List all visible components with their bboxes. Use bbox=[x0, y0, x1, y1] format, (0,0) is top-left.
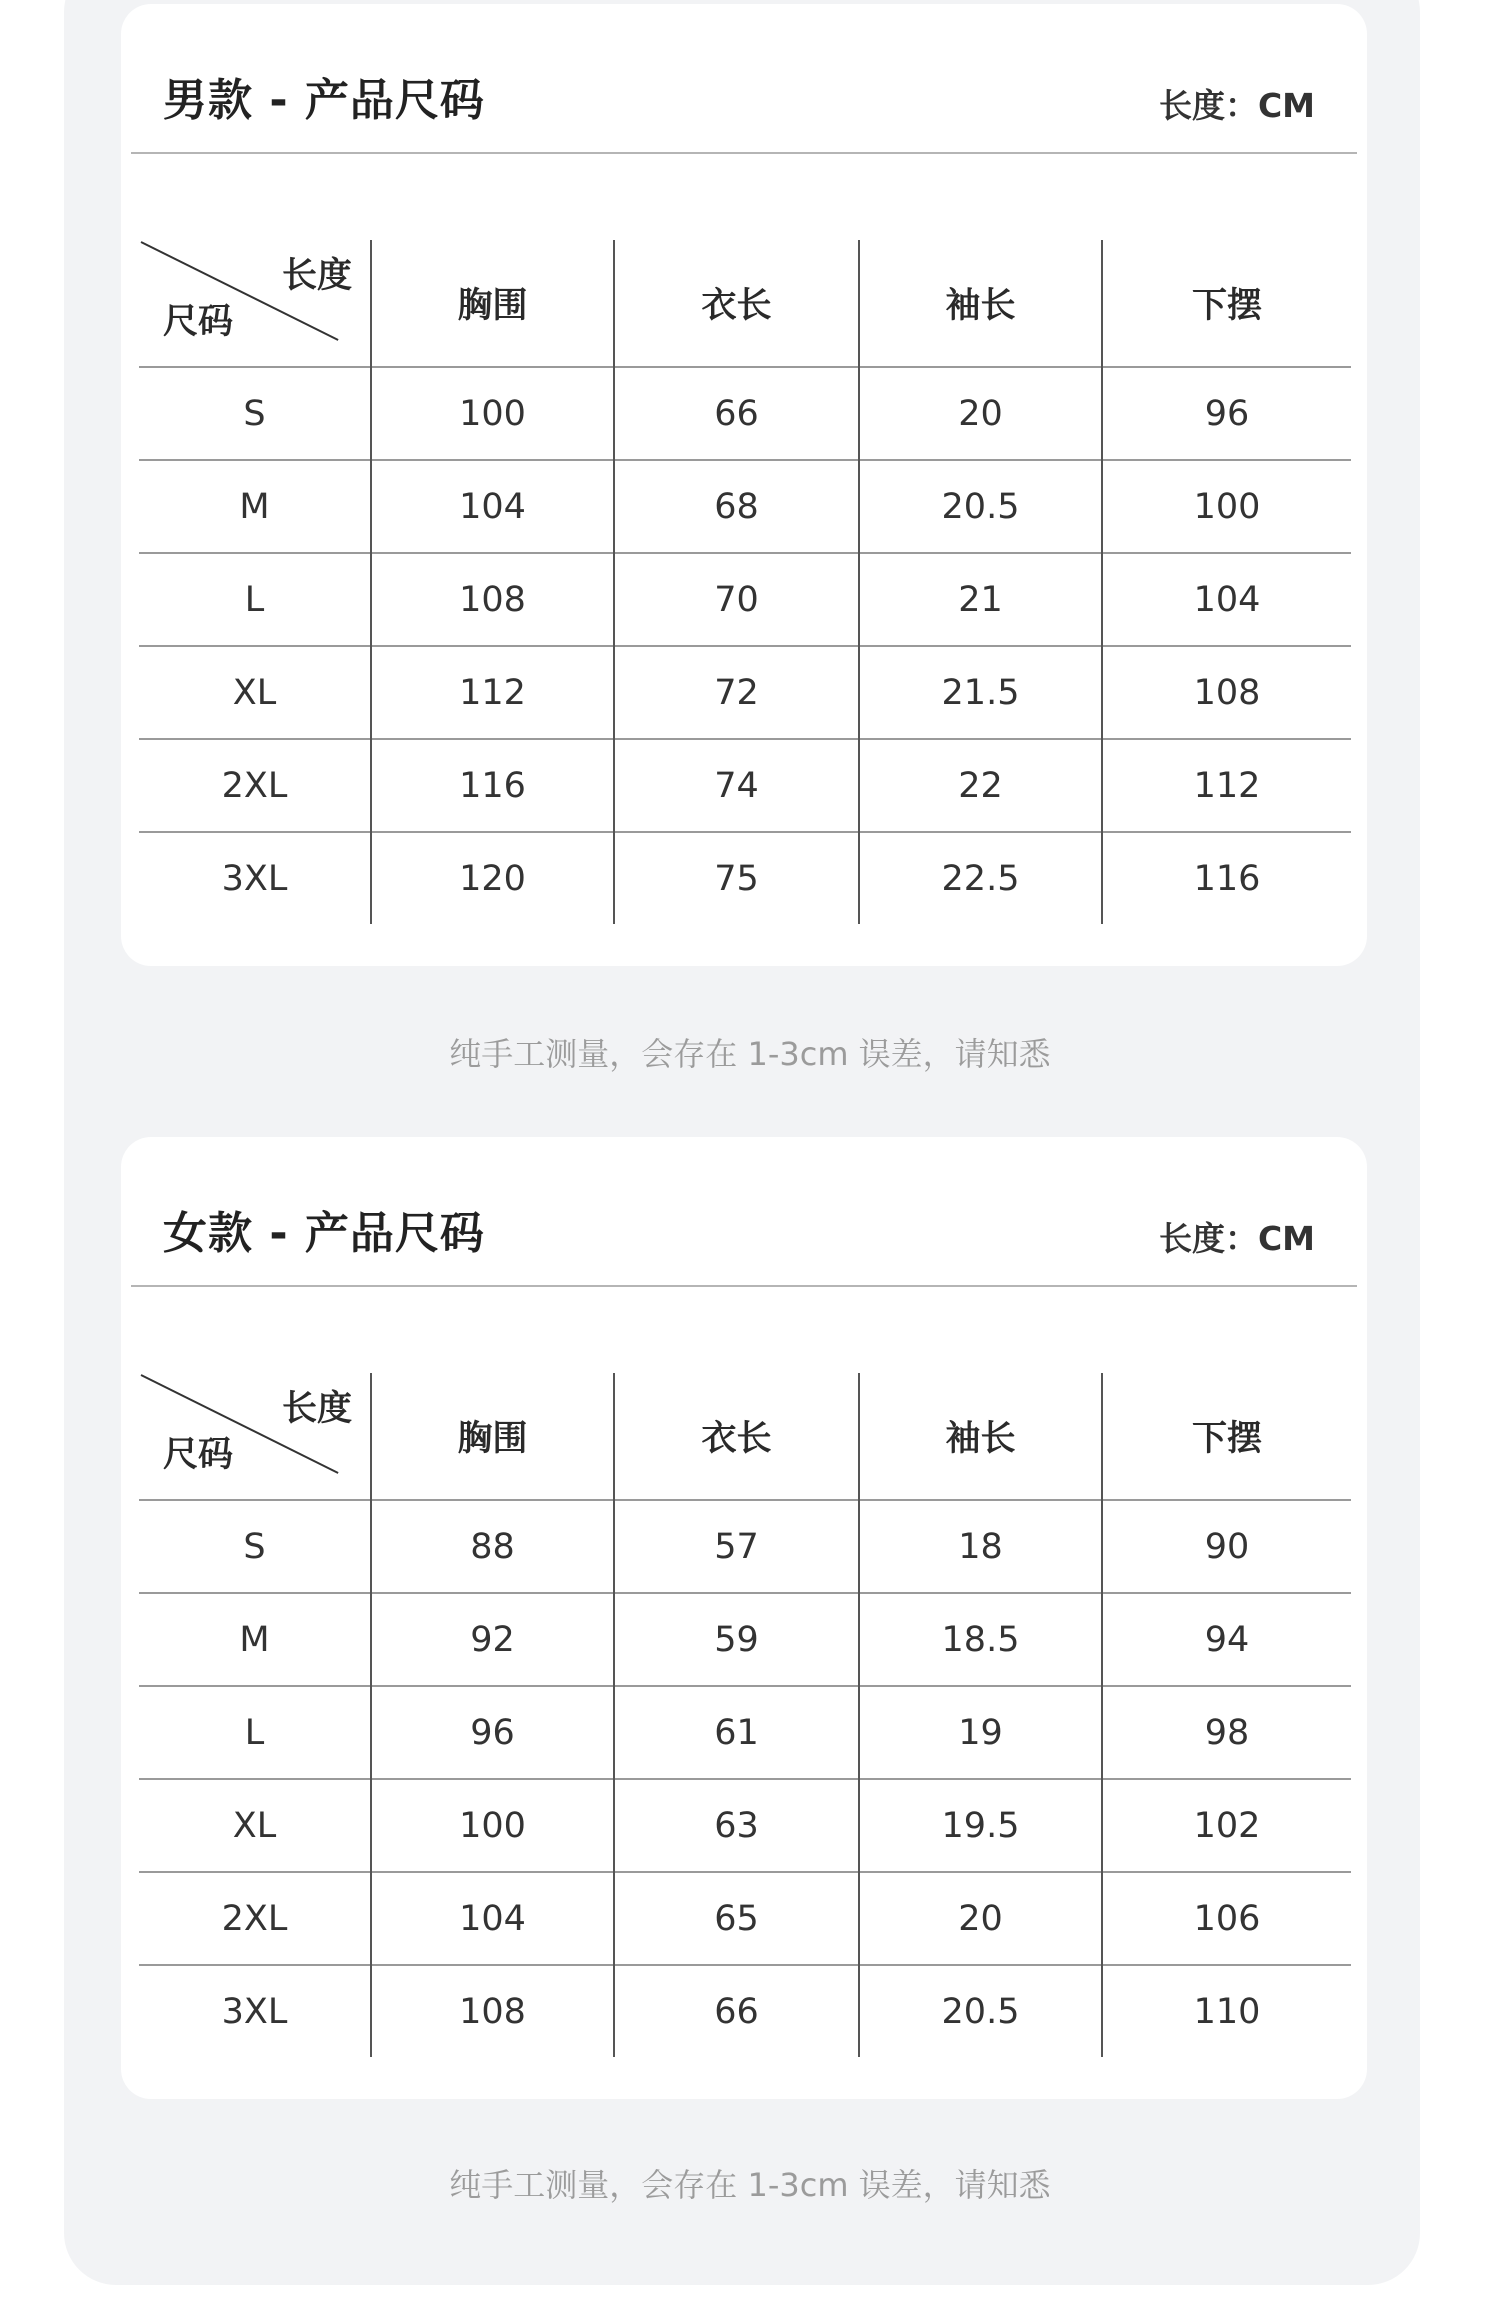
sleeve-cell: 21.5 bbox=[859, 646, 1102, 739]
size-cell: 3XL bbox=[139, 1965, 371, 2057]
table-row bbox=[139, 553, 1351, 646]
length-cell: 61 bbox=[614, 1686, 859, 1779]
length-cell: 63 bbox=[614, 1779, 859, 1872]
corner-header-cell bbox=[139, 240, 371, 367]
chest-cell: 112 bbox=[371, 646, 614, 739]
women-size-card bbox=[121, 1137, 1367, 2099]
chest-cell: 92 bbox=[371, 1593, 614, 1686]
women-measurement-note: 纯手工测量，会存在 1-3cm 误差，请知悉 bbox=[449, 2166, 1051, 2204]
hem-cell: 108 bbox=[1102, 646, 1351, 739]
chest-cell: 88 bbox=[371, 1500, 614, 1593]
hem-cell: 98 bbox=[1102, 1686, 1351, 1779]
corner-label-length: 长度 bbox=[281, 256, 352, 296]
length-cell: 70 bbox=[614, 553, 859, 646]
column-header: 下摆 bbox=[1102, 1373, 1351, 1500]
length-cell: 57 bbox=[614, 1500, 859, 1593]
column-header: 衣长 bbox=[614, 240, 859, 367]
column-header: 胸围 bbox=[371, 240, 614, 367]
men-size-card bbox=[121, 4, 1367, 966]
chest-cell: 108 bbox=[371, 553, 614, 646]
corner-label-size: 尺码 bbox=[163, 1435, 234, 1475]
size-cell: S bbox=[139, 367, 371, 460]
size-cell: M bbox=[139, 460, 371, 553]
length-cell: 66 bbox=[614, 1965, 859, 2057]
sleeve-cell: 20 bbox=[859, 367, 1102, 460]
sleeve-cell: 20 bbox=[859, 1872, 1102, 1965]
sleeve-cell: 20.5 bbox=[859, 460, 1102, 553]
sleeve-cell: 21 bbox=[859, 553, 1102, 646]
women-card-title: 女款 - 产品尺码 bbox=[163, 1208, 485, 1259]
women-size-table bbox=[139, 1373, 1351, 2057]
chest-cell: 104 bbox=[371, 460, 614, 553]
column-header: 袖长 bbox=[859, 1373, 1102, 1500]
size-cell: M bbox=[139, 1593, 371, 1686]
length-cell: 66 bbox=[614, 367, 859, 460]
chest-cell: 120 bbox=[371, 832, 614, 924]
corner-label-size: 尺码 bbox=[163, 302, 234, 342]
table-row bbox=[139, 739, 1351, 832]
column-header: 下摆 bbox=[1102, 240, 1351, 367]
men-unit-label: 长度：CM bbox=[1158, 86, 1315, 125]
column-header: 衣长 bbox=[614, 1373, 859, 1500]
table-row bbox=[139, 1779, 1351, 1872]
corner-header-cell bbox=[139, 1373, 371, 1500]
hem-cell: 102 bbox=[1102, 1779, 1351, 1872]
table-row bbox=[139, 1593, 1351, 1686]
sleeve-cell: 18 bbox=[859, 1500, 1102, 1593]
sleeve-cell: 19.5 bbox=[859, 1779, 1102, 1872]
hem-cell: 104 bbox=[1102, 553, 1351, 646]
hem-cell: 90 bbox=[1102, 1500, 1351, 1593]
chest-cell: 104 bbox=[371, 1872, 614, 1965]
table-row bbox=[139, 1500, 1351, 1593]
size-cell: 3XL bbox=[139, 832, 371, 924]
sleeve-cell: 20.5 bbox=[859, 1965, 1102, 2057]
women-header-divider bbox=[131, 1285, 1357, 1287]
table-row bbox=[139, 460, 1351, 553]
length-cell: 65 bbox=[614, 1872, 859, 1965]
hem-cell: 100 bbox=[1102, 460, 1351, 553]
table-row bbox=[139, 367, 1351, 460]
length-cell: 72 bbox=[614, 646, 859, 739]
size-cell: 2XL bbox=[139, 1872, 371, 1965]
size-cell: XL bbox=[139, 1779, 371, 1872]
sleeve-cell: 18.5 bbox=[859, 1593, 1102, 1686]
table-row bbox=[139, 1965, 1351, 2057]
size-cell: XL bbox=[139, 646, 371, 739]
table-header-row bbox=[139, 240, 1351, 367]
women-unit-label: 长度：CM bbox=[1158, 1219, 1315, 1258]
hem-cell: 96 bbox=[1102, 367, 1351, 460]
sleeve-cell: 22.5 bbox=[859, 832, 1102, 924]
table-row bbox=[139, 832, 1351, 924]
length-cell: 68 bbox=[614, 460, 859, 553]
hem-cell: 110 bbox=[1102, 1965, 1351, 2057]
men-size-table bbox=[139, 240, 1351, 924]
chest-cell: 96 bbox=[371, 1686, 614, 1779]
table-row bbox=[139, 1872, 1351, 1965]
length-cell: 75 bbox=[614, 832, 859, 924]
hem-cell: 94 bbox=[1102, 1593, 1351, 1686]
hem-cell: 106 bbox=[1102, 1872, 1351, 1965]
men-measurement-note: 纯手工测量，会存在 1-3cm 误差，请知悉 bbox=[449, 1035, 1051, 1073]
column-header: 胸围 bbox=[371, 1373, 614, 1500]
men-card-title: 男款 - 产品尺码 bbox=[163, 75, 485, 126]
length-cell: 74 bbox=[614, 739, 859, 832]
men-header-divider bbox=[131, 152, 1357, 154]
length-cell: 59 bbox=[614, 1593, 859, 1686]
hem-cell: 116 bbox=[1102, 832, 1351, 924]
size-cell: S bbox=[139, 1500, 371, 1593]
size-cell: 2XL bbox=[139, 739, 371, 832]
chest-cell: 100 bbox=[371, 367, 614, 460]
chest-cell: 116 bbox=[371, 739, 614, 832]
table-header-row bbox=[139, 1373, 1351, 1500]
table-row bbox=[139, 1686, 1351, 1779]
sleeve-cell: 19 bbox=[859, 1686, 1102, 1779]
chest-cell: 108 bbox=[371, 1965, 614, 2057]
size-cell: L bbox=[139, 1686, 371, 1779]
table-row bbox=[139, 646, 1351, 739]
sleeve-cell: 22 bbox=[859, 739, 1102, 832]
size-cell: L bbox=[139, 553, 371, 646]
column-header: 袖长 bbox=[859, 240, 1102, 367]
corner-label-length: 长度 bbox=[281, 1389, 352, 1429]
hem-cell: 112 bbox=[1102, 739, 1351, 832]
chest-cell: 100 bbox=[371, 1779, 614, 1872]
